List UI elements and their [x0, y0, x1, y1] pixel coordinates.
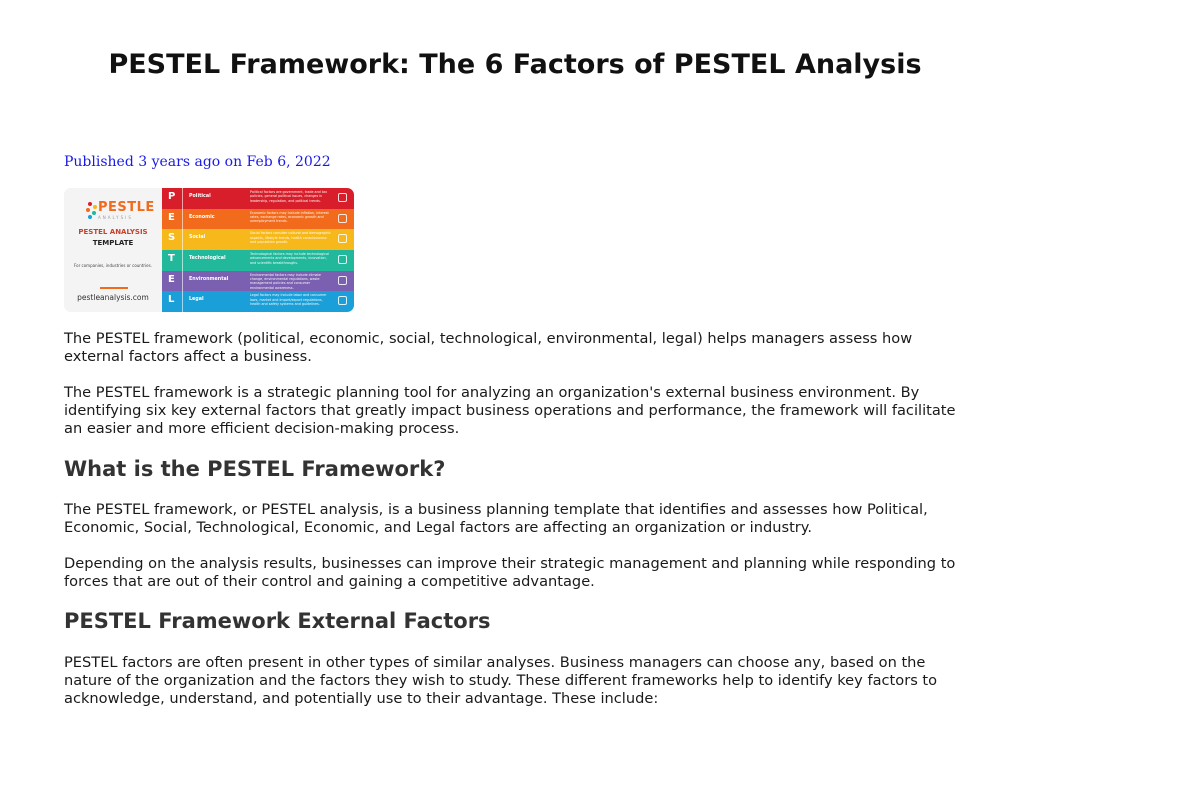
pestel-row-technological — [162, 250, 354, 271]
row-separator — [182, 188, 183, 209]
pestel-letter: S — [168, 232, 176, 244]
pestel-row-political — [162, 188, 354, 209]
pestel-row-environmental — [162, 271, 354, 292]
pestel-letter: P — [168, 191, 176, 202]
section-heading-what-is: What is the PESTEL Framework? — [64, 457, 446, 481]
pestel-factor-description: Legal factors may include labor and consumer laws, market and import/export regulations, health and safety systems and guidelines. — [250, 293, 327, 307]
site-url: pestleanalysis.com — [77, 293, 149, 302]
section2-paragraph-1: PESTEL factors are often present in other types of similar analyses. Business managers can choose any, based on the nature of the organization and the factors they wish to study. These different frameworks help to identify key factors to acknowledge, understand, and potentially use to their advantage. These include: — [64, 654, 938, 707]
brand-logo: PESTLE — [98, 200, 155, 215]
template-subtitle: TEMPLATE — [92, 239, 134, 247]
page-title: PESTEL Framework: The 6 Factors of PESTEL Analysis — [108, 49, 922, 80]
intro-paragraph-1: The PESTEL framework (political, economic, social, technological, environmental, legal) helps managers assess how external factors affect a business. — [64, 330, 913, 365]
pestel-letter: T — [168, 253, 175, 264]
pestel-row-economic — [162, 209, 354, 230]
template-title: PESTEL ANALYSIS — [78, 228, 148, 236]
pestel-factor-description: Technological factors may include technological advancements and developments, innovation, and scientific breakthroughs. — [250, 252, 329, 265]
pestel-factor-name: Technological — [189, 256, 226, 261]
scales-icon — [338, 296, 347, 305]
windmill-icon — [338, 276, 347, 285]
pestel-factor-description: Environmental factors may include climate change, environmental regulations, waste management policies and consumer environmental awareness. — [250, 272, 321, 290]
section1-paragraph-2: Depending on the analysis results, businesses can improve their strategic management and planning while responding to forces that are out of their control and gaining a competitive advantage. — [64, 555, 956, 590]
pestel-factor-name: Economic — [189, 214, 215, 220]
chart-icon — [338, 214, 347, 223]
row-separator — [182, 250, 183, 271]
intro-paragraph-2: The PESTEL framework is a strategic planning tool for analyzing an organization's external business environment. By identifying six key external factors that greatly impact business operations and performance, the framework will facilitate an easier and more efficient decision-making process. — [64, 384, 956, 437]
pestel-letter: L — [168, 294, 175, 306]
divider — [100, 287, 128, 289]
pestel-factor-description: Economic factors may include inflation, interest rates, exchange rates, economic growth and unemployment trends. — [250, 210, 329, 224]
pestel-letter: E — [168, 273, 175, 285]
pestel-factor-name: Social — [189, 235, 206, 241]
capitol-icon — [338, 193, 347, 202]
pestel-factor-name: Legal — [189, 297, 204, 303]
pestel-factor-rows — [162, 188, 354, 312]
template-cover — [64, 188, 162, 312]
pestel-template-image — [64, 188, 354, 312]
pestel-row-legal — [162, 291, 354, 312]
row-separator — [182, 291, 183, 312]
row-separator — [182, 229, 183, 250]
template-caption: For companies, industries or countries. — [74, 263, 152, 268]
row-separator — [182, 209, 183, 230]
brand-subtitle: ANALYSIS — [98, 215, 133, 220]
section-heading-external-factors: PESTEL Framework External Factors — [64, 609, 491, 633]
people-icon — [338, 234, 347, 243]
pestel-factor-description: Political factors are government, trade and tax policies, general political issues, changes in leadership, regulation, and political trends. — [250, 190, 328, 203]
pestel-row-social — [162, 229, 354, 250]
pestel-factor-description: Social factors consider cultural and demographic aspects, lifestyle trends, health consciousness and population growth. — [250, 231, 331, 245]
pestel-factor-name: Political — [189, 194, 211, 199]
published-date-link[interactable]: Published 3 years ago on Feb 6, 2022 — [64, 154, 331, 170]
chip-icon — [338, 255, 347, 264]
row-separator — [182, 271, 183, 292]
pestel-letter: E — [168, 211, 175, 223]
pestel-factor-name: Environmental — [189, 276, 229, 282]
section1-paragraph-1: The PESTEL framework, or PESTEL analysis, is a business planning template that identifies and assesses how Political, Economic, Social, Technological, Economic, and Legal factors are affecting an organization or industry. — [64, 501, 928, 536]
